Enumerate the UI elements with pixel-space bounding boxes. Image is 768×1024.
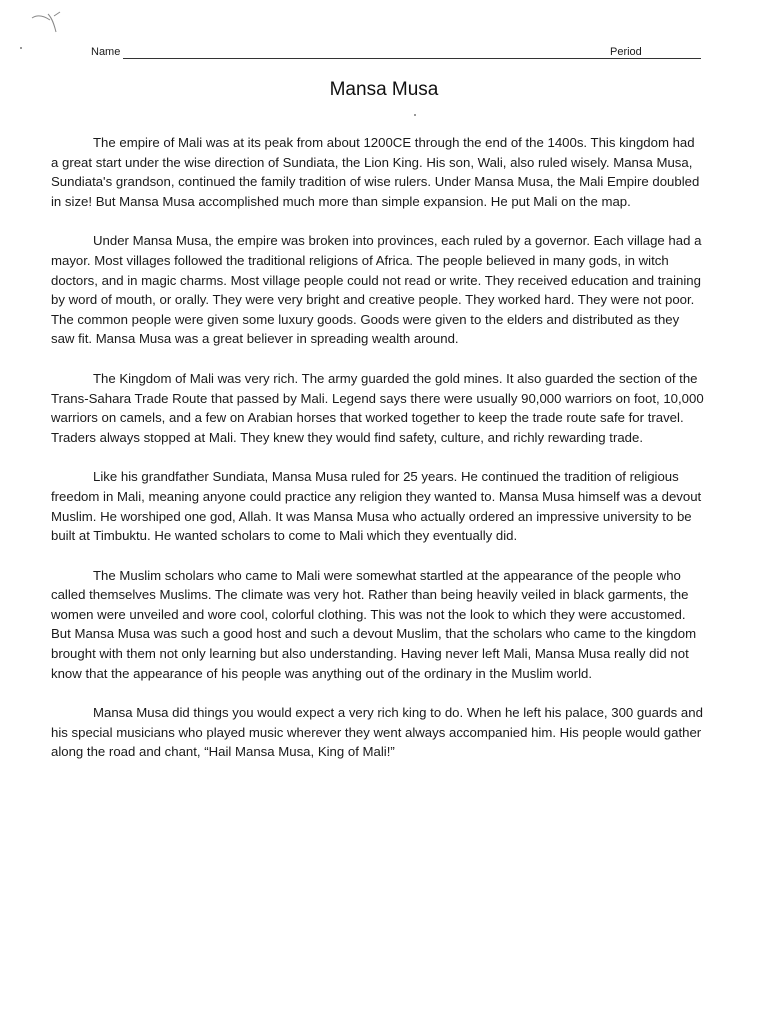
paragraph: Mansa Musa did things you would expect a very rich king to do. When he left his palace, 300 guards and his special musicians who played music wherever they went always accompanied him. His people would gather along the road and chant, “Hail Mansa Musa, King of Mali!” [51, 705, 703, 760]
paragraph: Like his grandfather Sundiata, Mansa Musa ruled for 25 years. He continued the tradition of religious freedom in Mali, meaning anyone could practice any religion they wanted to. Mansa Musa himself was a devout Muslim. He worshiped one god, Allah. It was Mansa Musa who actually ordered an impressive university to be built at Timbuktu. He wanted scholars to come to Mali which they eventually did. [51, 469, 702, 544]
page-title: Mansa Musa [329, 79, 439, 100]
period-label: Period [610, 46, 642, 58]
name-blank-line [123, 58, 695, 59]
paragraph: The Kingdom of Mali was very rich. The army guarded the gold mines. It also guarded the section of the Trans-Sahara Trade Route that passed by Mali. Legend says there were usually 90,000 warriors on foot, 10,000 warriors on camels, and a few on Arabian horses that worked together to keep the trade route safe for travel. Traders always stopped at Mali. They knew they would find safety, culture, and richly rewarding trade. [51, 370, 704, 445]
paragraph: The empire of Mali was at its peak from about 1200CE through the end of the 1400s. This kingdom had a great start under the wise direction of Sundiata, the Lion King. His son, Wali, also ruled wisely. Mansa Musa, Sundiata's grandson, continued the family tradition of wise rulers. Under Mansa Musa, the Mali Empire doubled in size! But Mansa Musa accomplished much more than simple expansion. He put Mali on the map. [51, 135, 700, 209]
worksheet-header [91, 46, 701, 64]
name-label: Name [91, 46, 121, 58]
pen-scribble-mark [30, 10, 64, 36]
paragraph: Under Mansa Musa, the empire was broken into provinces, each ruled by a governor. Each village had a mayor. Most villages followed the traditional religions of Africa. The people believed in many gods, in witch doctors, and in magic charms. Most village people could not read or write. They received education and training by word of mouth, or orally. They were very bright and creative people. They worked hard. They were not poor. The common people were given some luxury goods. Goods were given to the elders and distributed as they saw fit. Mansa Musa was a great believer in spreading wealth around. [51, 233, 702, 347]
speck-mark [20, 47, 22, 49]
speck-mark [414, 114, 416, 116]
period-blank-line [647, 58, 701, 59]
article-body [51, 133, 705, 762]
paragraph: The Muslim scholars who came to Mali were somewhat startled at the appearance of the people who called themselves Muslims. The climate was very hot. Rather than being heavily veiled in black garments, the women were unveiled and wore cool, colorful clothing. This was not the look to which they were accustomed. But Mansa Musa was such a good host and such a devout Muslim, that the scholars who came to the kingdom brought with them not only learning but also understanding. Having never left Mali, Mansa Musa really did not know that the appearance of his people was anything out of the ordinary in the Muslim world. [51, 567, 697, 681]
